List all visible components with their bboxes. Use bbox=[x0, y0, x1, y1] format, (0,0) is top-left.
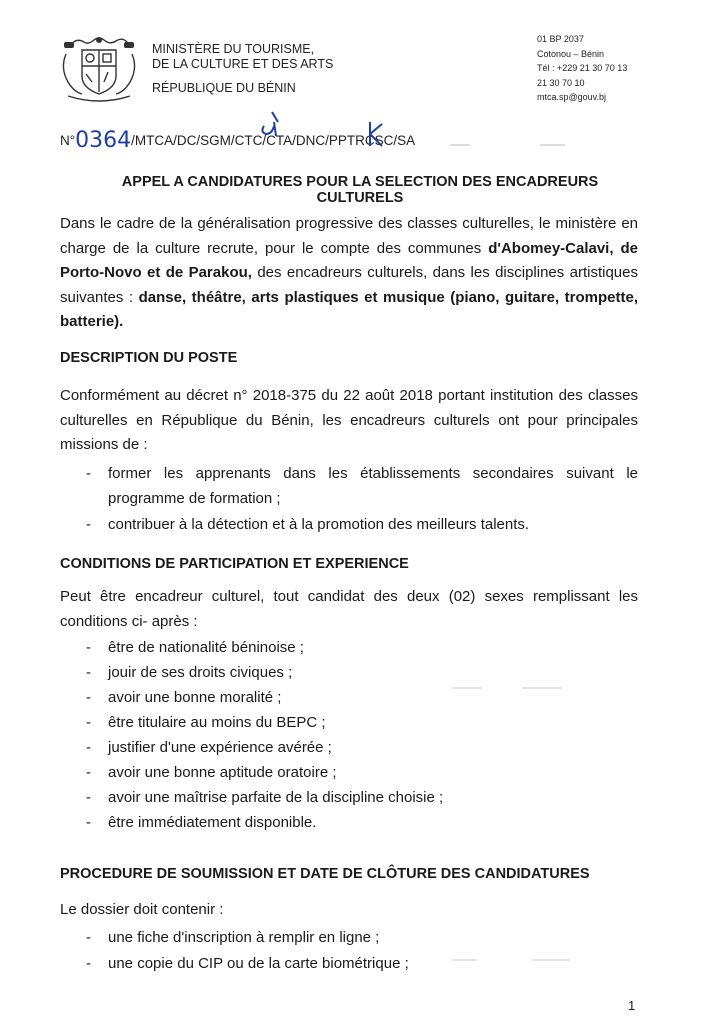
description-paragraph: Conformément au décret n° 2018-375 du 22 août 2018 portant institution des classes culturelles en République du Bénin, les encadreurs culturels ont pour principales missions de : bbox=[60, 387, 638, 453]
title-line1: APPEL A CANDIDATURES POUR LA SELECTION DES ENCADREURS bbox=[121, 174, 599, 190]
bullet-dash: - bbox=[86, 929, 91, 946]
intro-communes: d'Abomey-Calavi, de Porto-Novo et de Parakou, bbox=[60, 239, 638, 281]
reference-code: /MTCA/DC/SGM/CTC/CTA/DNC/PPTRCSC/SA bbox=[131, 133, 416, 148]
section-heading-procedure: PROCEDURE DE SOUMISSION ET DATE DE CLÔTURE DES CANDIDATURES bbox=[60, 866, 590, 882]
handwritten-k-mark bbox=[364, 120, 386, 148]
contact-line: Cotonou – Bénin bbox=[537, 48, 605, 59]
intro-text: Dans le cadre de la généralisation progressive des classes culturelles, le ministère en charge de la culture recrute, pour le compte des communes bbox=[60, 215, 638, 257]
title-line2: CULTURELS bbox=[316, 190, 404, 206]
list-item bbox=[86, 786, 638, 811]
list-item-text: justifier d'une expérience avérée ; bbox=[108, 739, 332, 756]
reference-number bbox=[60, 126, 415, 151]
list-item bbox=[86, 952, 638, 977]
list-item-text: jouir de ses droits civiques ; bbox=[108, 664, 293, 681]
document-title bbox=[0, 174, 720, 206]
faint-scan-dash bbox=[450, 142, 570, 148]
list-item-text: contribuer à la détection et à la promotion des meilleurs talents. bbox=[108, 516, 530, 533]
list-item-text: avoir une bonne moralité ; bbox=[108, 689, 282, 706]
handwritten-check-mark bbox=[254, 108, 286, 140]
list-item bbox=[86, 811, 638, 836]
list-item-text: être de nationalité béninoise ; bbox=[108, 639, 304, 656]
coat-of-arms-seal bbox=[56, 32, 142, 108]
bullet-dash: - bbox=[86, 639, 91, 656]
list-item-text: avoir une maîtrise parfaite de la discipline choisie ; bbox=[108, 789, 444, 806]
intro-paragraph bbox=[60, 212, 638, 335]
section-heading-conditions: CONDITIONS DE PARTICIPATION ET EXPERIENCE bbox=[60, 556, 409, 572]
bullet-dash: - bbox=[86, 465, 91, 482]
intro-text-2: des encadreurs culturels, dans les disciplines artistiques suivantes : bbox=[60, 264, 638, 306]
bullet-dash: - bbox=[86, 814, 91, 831]
list-item bbox=[86, 661, 638, 686]
ministry-header bbox=[152, 42, 333, 96]
list-item bbox=[86, 711, 638, 736]
bullet-dash: - bbox=[86, 955, 91, 972]
list-item-text: une copie du CIP ou de la carte biométrique ; bbox=[108, 955, 409, 972]
list-item bbox=[86, 636, 638, 661]
bullet-dash: - bbox=[86, 739, 91, 756]
republic-name: RÉPUBLIQUE DU BÉNIN bbox=[152, 81, 296, 95]
conditions-paragraph: Peut être encadreur culturel, tout candidat des deux (02) sexes remplissant les conditions ci- après : bbox=[60, 588, 638, 630]
ministry-name-line1: MINISTÈRE DU TOURISME, bbox=[152, 42, 315, 56]
list-item-text: former les apprenants dans les établissements secondaires suivant le programme de formation ; bbox=[108, 465, 638, 507]
section-heading-description: DESCRIPTION DU POSTE bbox=[60, 350, 238, 366]
ministry-name-line2: DE LA CULTURE ET DES ARTS bbox=[152, 57, 334, 71]
faint-scan-dash bbox=[452, 958, 572, 962]
bullet-dash: - bbox=[86, 714, 91, 731]
contact-block bbox=[537, 32, 627, 105]
page-number: 1 bbox=[628, 998, 636, 1013]
contact-line: 21 30 70 10 bbox=[537, 77, 585, 88]
handwritten-number: 0364 bbox=[75, 128, 132, 153]
bullet-dash: - bbox=[86, 789, 91, 806]
bullet-dash: - bbox=[86, 516, 91, 533]
list-item-text: être titulaire au moins du BEPC ; bbox=[108, 714, 326, 731]
contact-line: mtca.sp@gouv.bj bbox=[537, 92, 606, 103]
list-item bbox=[86, 736, 638, 761]
list-item bbox=[86, 513, 638, 538]
intro-disciplines: danse, théâtre, arts plastiques et musique (piano, guitare, trompette, batterie). bbox=[60, 288, 638, 330]
list-item-text: avoir une bonne aptitude oratoire ; bbox=[108, 764, 337, 781]
list-item bbox=[86, 926, 638, 951]
faint-scan-dash bbox=[452, 686, 572, 690]
contact-line: Tél : +229 21 30 70 13 bbox=[537, 63, 628, 74]
list-item-text: être immédiatement disponible. bbox=[108, 814, 317, 831]
reference-prefix: N° bbox=[60, 133, 76, 148]
list-item bbox=[86, 761, 638, 786]
bullet-dash: - bbox=[86, 689, 91, 706]
procedure-paragraph: Le dossier doit contenir : bbox=[60, 901, 224, 918]
list-item bbox=[86, 462, 638, 511]
bullet-dash: - bbox=[86, 764, 91, 781]
contact-line: 01 BP 2037 bbox=[537, 34, 584, 44]
list-item-text: une fiche d'inscription à remplir en ligne ; bbox=[108, 929, 380, 946]
bullet-dash: - bbox=[86, 664, 91, 681]
